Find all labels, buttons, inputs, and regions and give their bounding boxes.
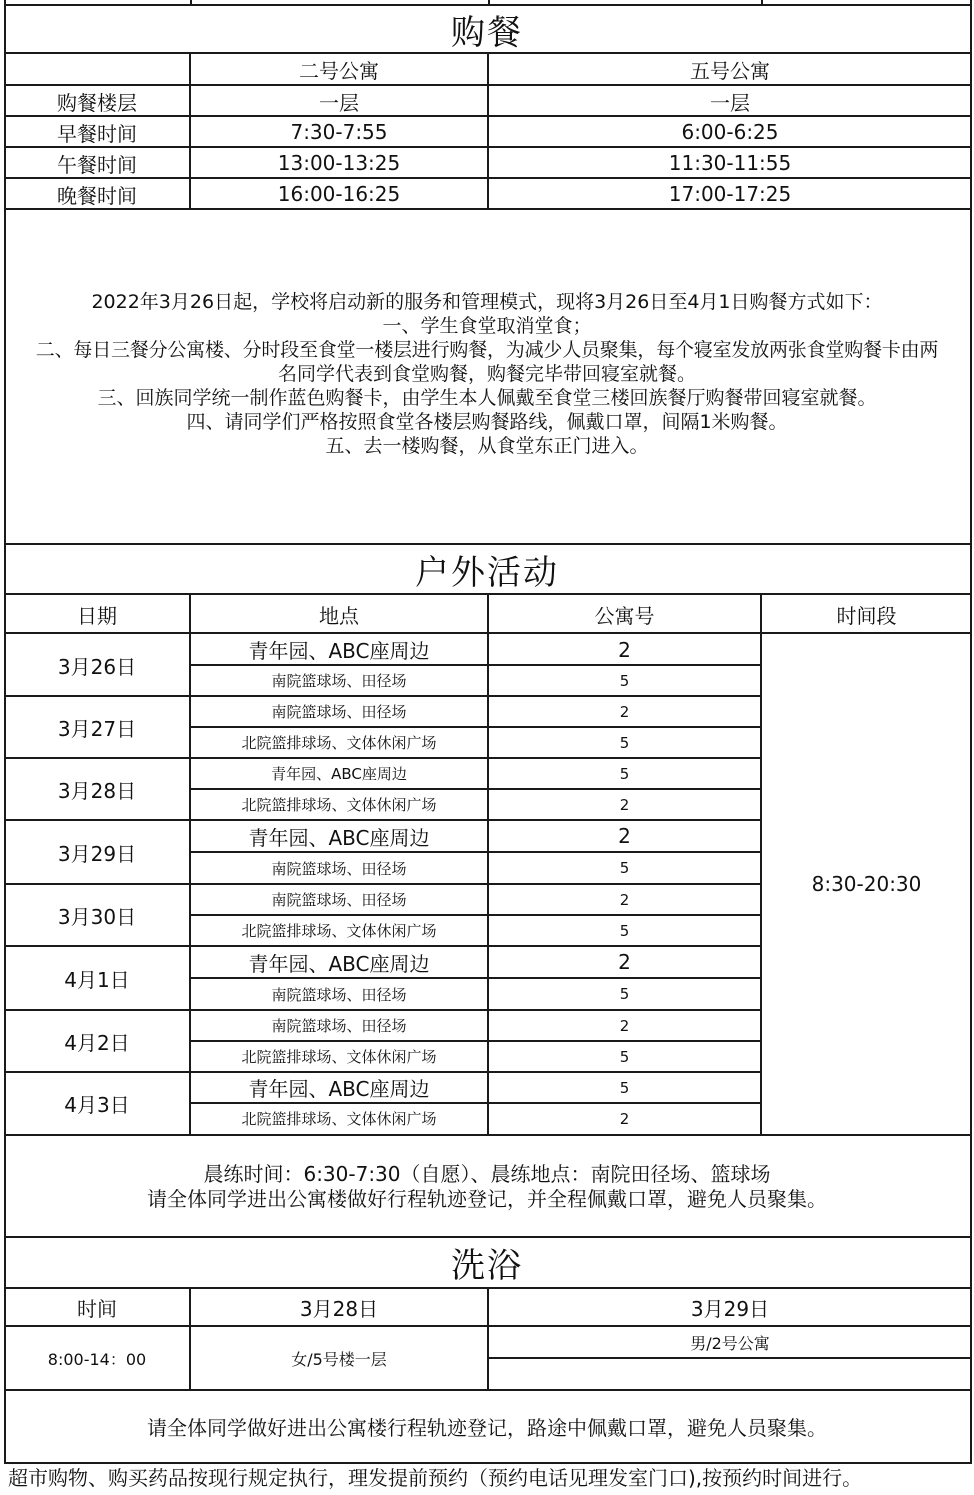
outdoor-place: 南院篮球场、田径场 [271,985,407,1004]
bath-header-date2: 3月29日 [690,1296,770,1321]
dining-row-label: 早餐时间 [57,121,137,146]
outdoor-apt: 2 [618,824,631,848]
outdoor-place: 北院篮排球场、文体休闲广场 [241,734,437,752]
outdoor-place: 北院篮排球场、文体休闲广场 [241,922,437,940]
outdoor-apt: 2 [619,1109,630,1128]
outdoor-apt: 2 [618,950,631,974]
dining-row-apt2: 7:30-7:55 [290,120,388,144]
outdoor-apt: 2 [619,1016,630,1035]
bath-header-date1: 3月28日 [299,1296,379,1321]
outdoor-place: 南院篮球场、田径场 [271,859,407,878]
outdoor-day-date: 4月1日 [64,967,130,992]
outdoor-place: 北院篮排球场、文体休闲广场 [241,796,437,814]
outdoor-apt: 2 [619,795,630,814]
dining-row-label: 午餐时间 [57,152,137,177]
outdoor-header-apt: 公寓号 [594,603,655,628]
outdoor-place: 南院篮球场、田径场 [271,1017,407,1035]
outdoor-apt: 5 [619,671,630,690]
dining-row-apt2: 13:00-13:25 [277,151,401,175]
outdoor-place: 南院篮球场、田径场 [271,672,407,690]
outdoor-day-date: 4月3日 [64,1092,130,1117]
outdoor-place: 南院篮球场、田径场 [271,891,407,909]
outdoor-place: 南院篮球场、田径场 [271,703,407,721]
outdoor-day-date: 3月27日 [57,716,137,741]
outdoor-apt: 5 [619,921,630,940]
dining-note-line: 2022年3月26日起，学校将启动新的服务和管理模式，现将3月26日至4月1日购餐方式如下： [91,291,883,313]
outdoor-day-date: 3月30日 [57,904,137,929]
outdoor-place: 青年园、ABC座周边 [248,825,430,850]
outdoor-apt: 2 [619,702,630,721]
outdoor-day-date: 3月28日 [57,778,137,803]
dining-row-label: 购餐楼层 [57,90,137,115]
outdoor-notes [4,1162,970,1214]
outdoor-apt: 5 [619,764,630,783]
bath-date1-value: 女/5号楼一层 [291,1349,387,1369]
outdoor-apt: 2 [619,890,630,909]
outdoor-apt: 5 [619,1078,630,1097]
dining-row-label: 晚餐时间 [57,183,137,208]
outdoor-place: 青年园、ABC座周边 [248,1077,430,1101]
dining-row-apt2: 一层 [319,90,359,115]
dining-header-apt2: 二号公寓 [299,58,379,83]
bath-title: 洗浴 [451,1245,523,1286]
dining-title: 购餐 [451,12,523,53]
outdoor-apt: 2 [618,637,631,662]
outdoor-day-date: 4月2日 [64,1030,130,1055]
outdoor-time-range: 8:30-20:30 [811,872,922,896]
outdoor-apt: 5 [619,985,630,1003]
outdoor-day-date: 3月29日 [57,841,137,866]
dining-note-line: 三、回族同学统一制作蓝色购餐卡，由学生本人佩戴至食堂三楼回族餐厅购餐带回寝室就餐。 [97,387,877,409]
outdoor-note-line: 请全体同学进出公寓楼做好行程轨迹登记，并全程佩戴口罩，避免人员聚集。 [147,1187,827,1211]
dining-notes [4,290,970,470]
bath-time: 8:00-14：00 [47,1349,147,1369]
bath-note: 请全体同学做好进出公寓楼行程轨迹登记，路途中佩戴口罩，避免人员聚集。 [147,1415,827,1440]
dining-note-line: 一、学生食堂取消堂食； [382,315,592,337]
outdoor-apt: 5 [619,859,630,877]
outdoor-place: 北院篮排球场、文体休闲广场 [241,1048,437,1066]
bath-date2-value: 男/2号公寓 [690,1333,770,1353]
dining-row-apt5: 6:00-6:25 [681,120,779,144]
outdoor-apt: 5 [619,733,630,752]
dining-note-line: 四、请同学们严格按照食堂各楼层购餐路线，佩戴口罩，间隔1米购餐。 [186,411,788,433]
dining-note-line: 二、每日三餐分公寓楼、分时段至食堂一楼层进行购餐，为减少人员聚集，每个寝室发放两张食堂购餐卡由两 [35,339,939,361]
dining-note-line: 五、去一楼购餐，从食堂东正门进入。 [325,435,649,457]
footer-note: 超市购物、购买药品按现行规定执行，理发提前预约（预约电话见理发室门口),按预约时间进行。 [8,1466,863,1490]
outdoor-day-date: 3月26日 [57,654,137,679]
dining-row-apt5: 17:00-17:25 [668,182,792,206]
outdoor-title: 户外活动 [415,552,559,593]
dining-row-apt5: 一层 [710,90,750,115]
outdoor-place: 青年园、ABC座周边 [248,639,430,663]
dining-header-apt5: 五号公寓 [690,58,770,83]
outdoor-place: 青年园、ABC座周边 [248,951,430,976]
outdoor-header-place: 地点 [319,603,359,628]
dining-row-apt2: 16:00-16:25 [277,182,401,206]
outdoor-header-time: 时间段 [836,603,897,628]
bath-header-time: 时间 [77,1296,117,1321]
outdoor-note-line: 晨练时间：6:30-7:30（自愿）、晨练地点：南院田径场、篮球场 [203,1162,771,1186]
outdoor-header-date: 日期 [77,603,117,628]
dining-row-apt5: 11:30-11:55 [668,151,792,175]
outdoor-place: 青年园、ABC座周边 [271,765,407,783]
outdoor-apt: 5 [619,1047,630,1066]
dining-note-line: 名同学代表到食堂购餐，购餐完毕带回寝室就餐。 [277,363,696,385]
outdoor-place: 北院篮排球场、文体休闲广场 [241,1110,437,1128]
